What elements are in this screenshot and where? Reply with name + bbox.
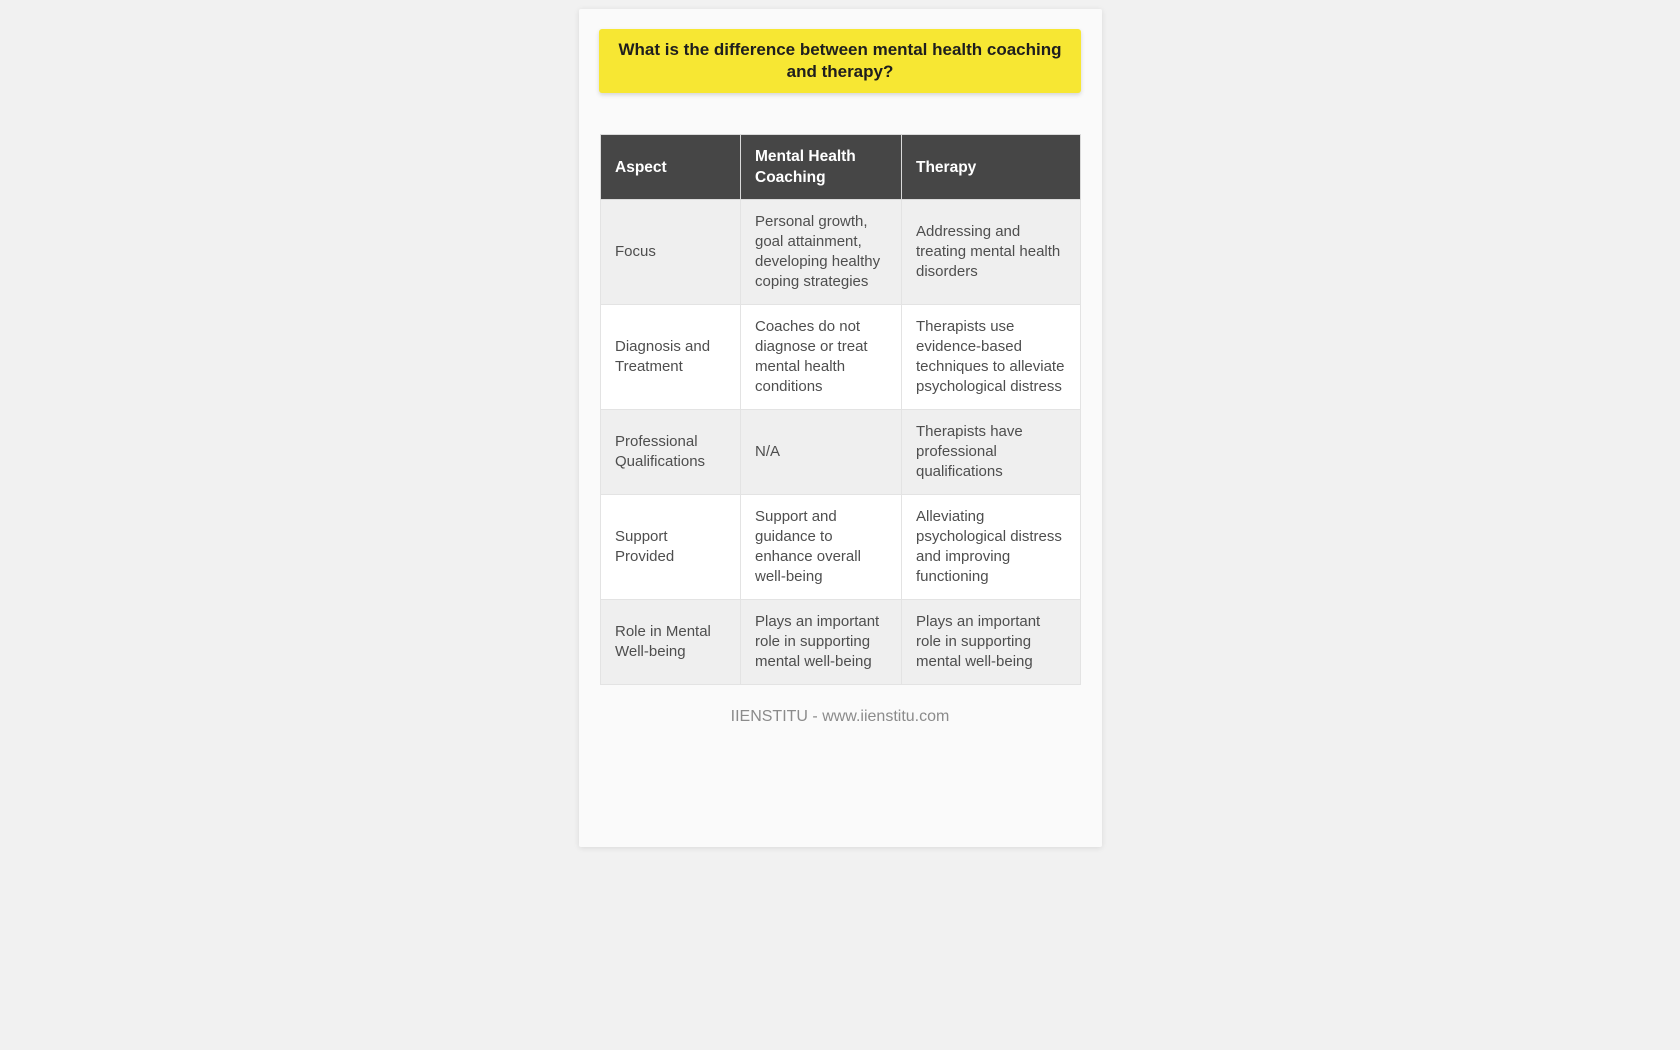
cell-therapy: Therapists use evidence-based techniques to alleviate psychological distress bbox=[902, 305, 1081, 410]
cell-therapy: Alleviating psychological distress and improving functioning bbox=[902, 495, 1081, 600]
cell-coaching: Personal growth, goal attainment, developing healthy coping strategies bbox=[741, 200, 902, 305]
cell-aspect: Professional Qualifications bbox=[601, 410, 741, 495]
comparison-table bbox=[600, 134, 1081, 685]
cell-aspect: Focus bbox=[601, 200, 741, 305]
cell-coaching: Support and guidance to enhance overall well-being bbox=[741, 495, 902, 600]
cell-aspect: Role in Mental Well-being bbox=[601, 600, 741, 685]
footer-credit: IIENSTITU - www.iienstitu.com bbox=[730, 708, 950, 725]
cell-coaching: N/A bbox=[741, 410, 902, 495]
cell-therapy: Addressing and treating mental health disorders bbox=[902, 200, 1081, 305]
table-row bbox=[601, 305, 1081, 410]
column-header-coaching: Mental Health Coaching bbox=[741, 135, 902, 200]
cell-aspect: Support Provided bbox=[601, 495, 741, 600]
question-banner bbox=[599, 29, 1081, 93]
cell-coaching: Coaches do not diagnose or treat mental health conditions bbox=[741, 305, 902, 410]
table-row bbox=[601, 495, 1081, 600]
table-row bbox=[601, 200, 1081, 305]
table-row bbox=[601, 600, 1081, 685]
comparison-table-container bbox=[600, 134, 1080, 685]
table-row bbox=[601, 410, 1081, 495]
cell-coaching: Plays an important role in supporting mental well-being bbox=[741, 600, 902, 685]
cell-aspect: Diagnosis and Treatment bbox=[601, 305, 741, 410]
cell-therapy: Plays an important role in supporting mental well-being bbox=[902, 600, 1081, 685]
table-body bbox=[601, 200, 1081, 685]
content-card bbox=[579, 9, 1102, 847]
question-text: What is the difference between mental health coaching and therapy? bbox=[618, 40, 1062, 81]
cell-therapy: Therapists have professional qualifications bbox=[902, 410, 1081, 495]
column-header-therapy: Therapy bbox=[902, 135, 1081, 200]
table-header-row bbox=[601, 135, 1081, 200]
column-header-aspect: Aspect bbox=[601, 135, 741, 200]
